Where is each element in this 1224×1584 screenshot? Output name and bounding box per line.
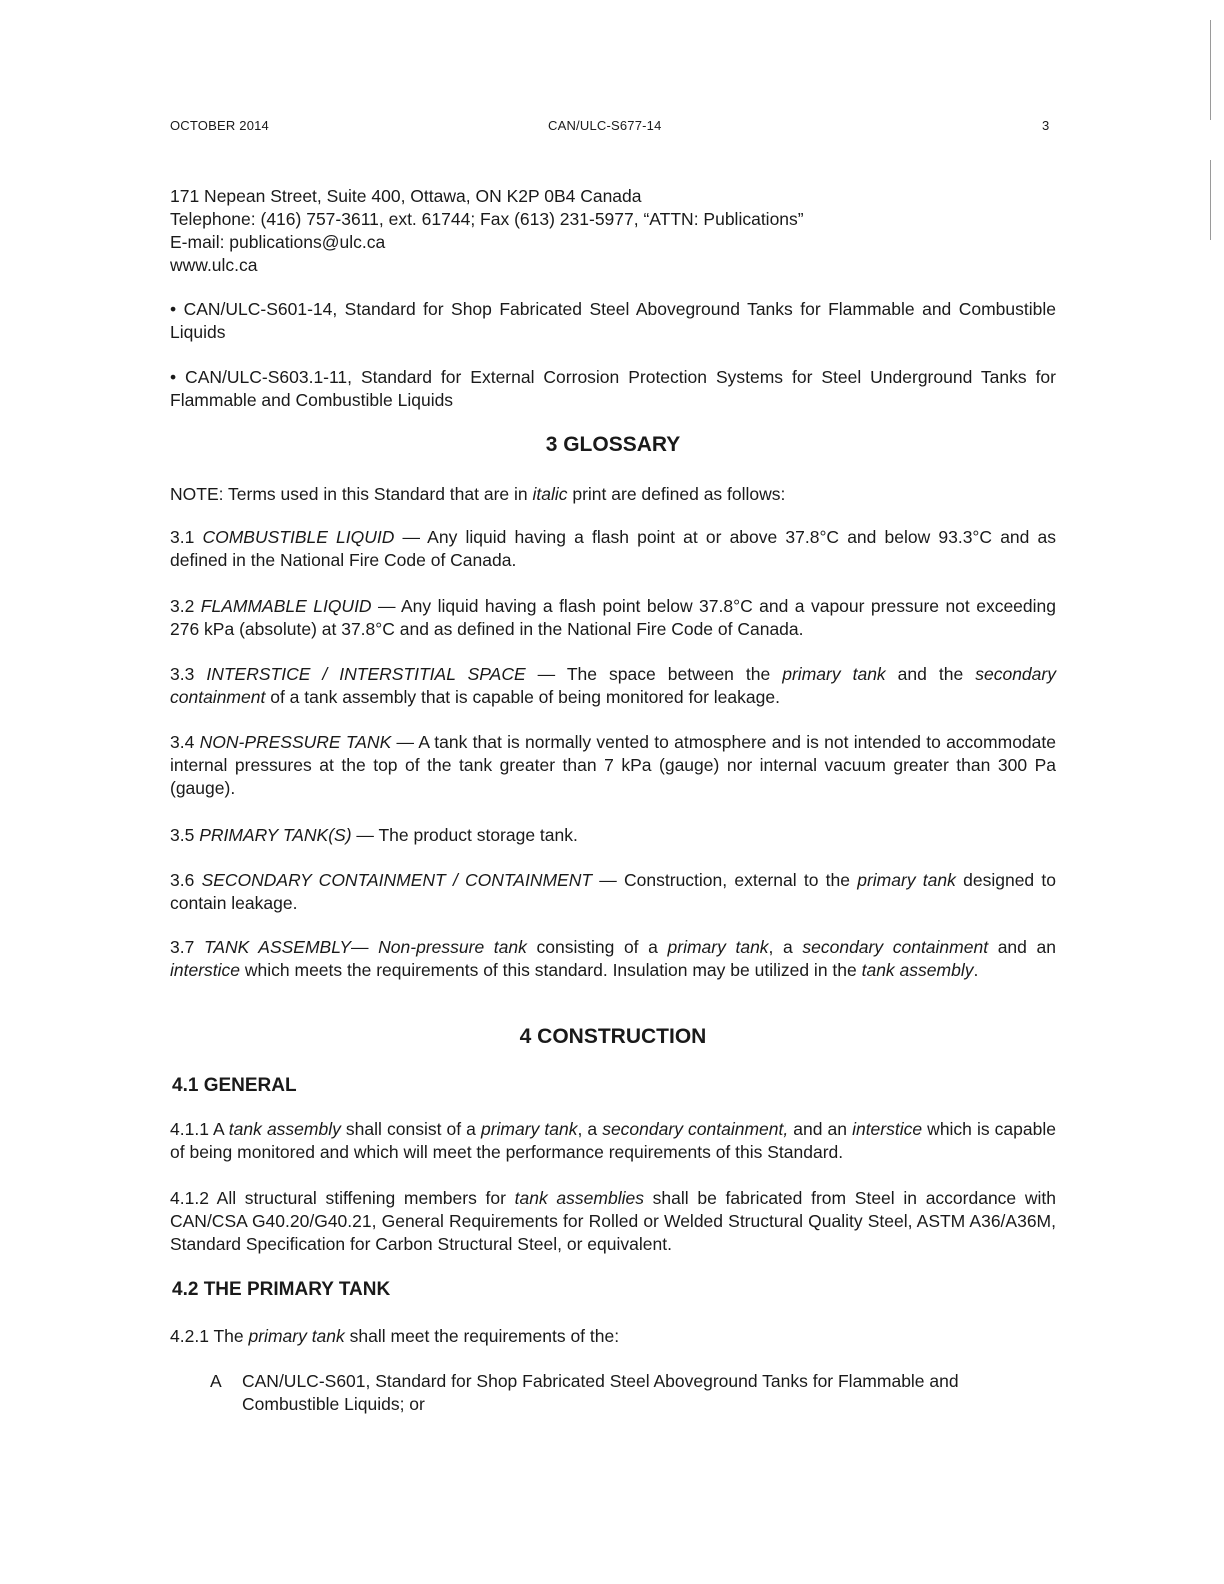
address-line: E-mail: publications@ulc.ca bbox=[170, 232, 386, 252]
glossary-note: NOTE: Terms used in this Standard that are in italic print are defined as follows: bbox=[170, 484, 786, 504]
header-doc-id: CAN/ULC-S677-14 bbox=[548, 118, 662, 133]
subsection-heading-general: 4.1 GENERAL bbox=[172, 1075, 297, 1096]
reference-item: • CAN/ULC-S601-14, Standard for Shop Fabricated Steel Aboveground Tanks for Flammable and Combustible Liquids bbox=[170, 299, 1056, 342]
address-line: www.ulc.ca bbox=[170, 255, 258, 275]
paragraph-4-1-1: 4.1.1 A tank assembly shall consist of a primary tank, a secondary containment, and an interstice which is capable of being monitored and which will meet the performance requirements of this Standard. bbox=[170, 1119, 1056, 1162]
address-line: Telephone: (416) 757-3611, ext. 61744; Fax (613) 231-5977, “ATTN: Publications” bbox=[170, 209, 804, 229]
paragraph-4-1-2: 4.1.2 All structural stiffening members for tank assemblies shall be fabricated from Steel in accordance with CAN/CSA G40.20/G40.21, General Requirements for Rolled or Welded Structural Quality Steel, ASTM A36/A36M, Standard Specification for Carbon Structural Steel, or equivalent. bbox=[170, 1188, 1056, 1254]
list-item-letter: A bbox=[210, 1371, 222, 1391]
reference-item: • CAN/ULC-S603.1-11, Standard for External Corrosion Protection Systems for Steel Underground Tanks for Flammable and Combustible Liquids bbox=[170, 367, 1056, 410]
address-block bbox=[170, 185, 1056, 277]
section-title-construction: 4 CONSTRUCTION bbox=[519, 1025, 707, 1048]
address-line: 171 Nepean Street, Suite 400, Ottawa, ON K2P 0B4 Canada bbox=[170, 186, 642, 206]
list-item-text: CAN/ULC-S601, Standard for Shop Fabricated Steel Aboveground Tanks for Flammable and Combustible Liquids; or bbox=[242, 1371, 959, 1414]
definition-3-1: 3.1 COMBUSTIBLE LIQUID — Any liquid having a flash point at or above 37.8°C and below 93.3°C and as defined in the National Fire Code of Canada. bbox=[170, 527, 1057, 570]
header-date: OCTOBER 2014 bbox=[170, 118, 269, 133]
list-item-a bbox=[210, 1370, 1056, 1416]
scan-artifact-line bbox=[1210, 160, 1211, 240]
definition-3-3: 3.3 INTERSTICE / INTERSTITIAL SPACE — The space between the primary tank and the secondary containment of a tank assembly that is capable of being monitored for leakage. bbox=[170, 664, 1056, 707]
header-page-number: 3 bbox=[1042, 118, 1050, 133]
definition-3-7: 3.7 TANK ASSEMBLY— Non-pressure tank consisting of a primary tank, a secondary containment and an interstice which meets the requirements of this standard. Insulation may be utilized in the tank assembly. bbox=[170, 937, 1056, 980]
definition-3-4: 3.4 NON-PRESSURE TANK — A tank that is normally vented to atmosphere and is not intended to accommodate internal pressures at the top of the tank greater than 7 kPa (gauge) nor internal vacuum greater than 300 Pa (gauge). bbox=[170, 732, 1056, 798]
paragraph-4-2-1: 4.2.1 The primary tank shall meet the requirements of the: bbox=[170, 1326, 620, 1346]
subsection-heading-primary-tank: 4.2 THE PRIMARY TANK bbox=[172, 1279, 391, 1300]
definition-3-2: 3.2 FLAMMABLE LIQUID — Any liquid having a flash point below 37.8°C and a vapour pressure not exceeding 276 kPa (absolute) at 37.8°C and as defined in the National Fire Code of Canada. bbox=[170, 596, 1056, 639]
scan-artifact-line bbox=[1210, 20, 1211, 120]
definition-3-6: 3.6 SECONDARY CONTAINMENT / CONTAINMENT — Construction, external to the primary tank designed to contain leakage. bbox=[170, 870, 1056, 913]
definition-3-5: 3.5 PRIMARY TANK(S) — The product storage tank. bbox=[170, 825, 578, 845]
section-title-glossary: 3 GLOSSARY bbox=[545, 433, 681, 456]
